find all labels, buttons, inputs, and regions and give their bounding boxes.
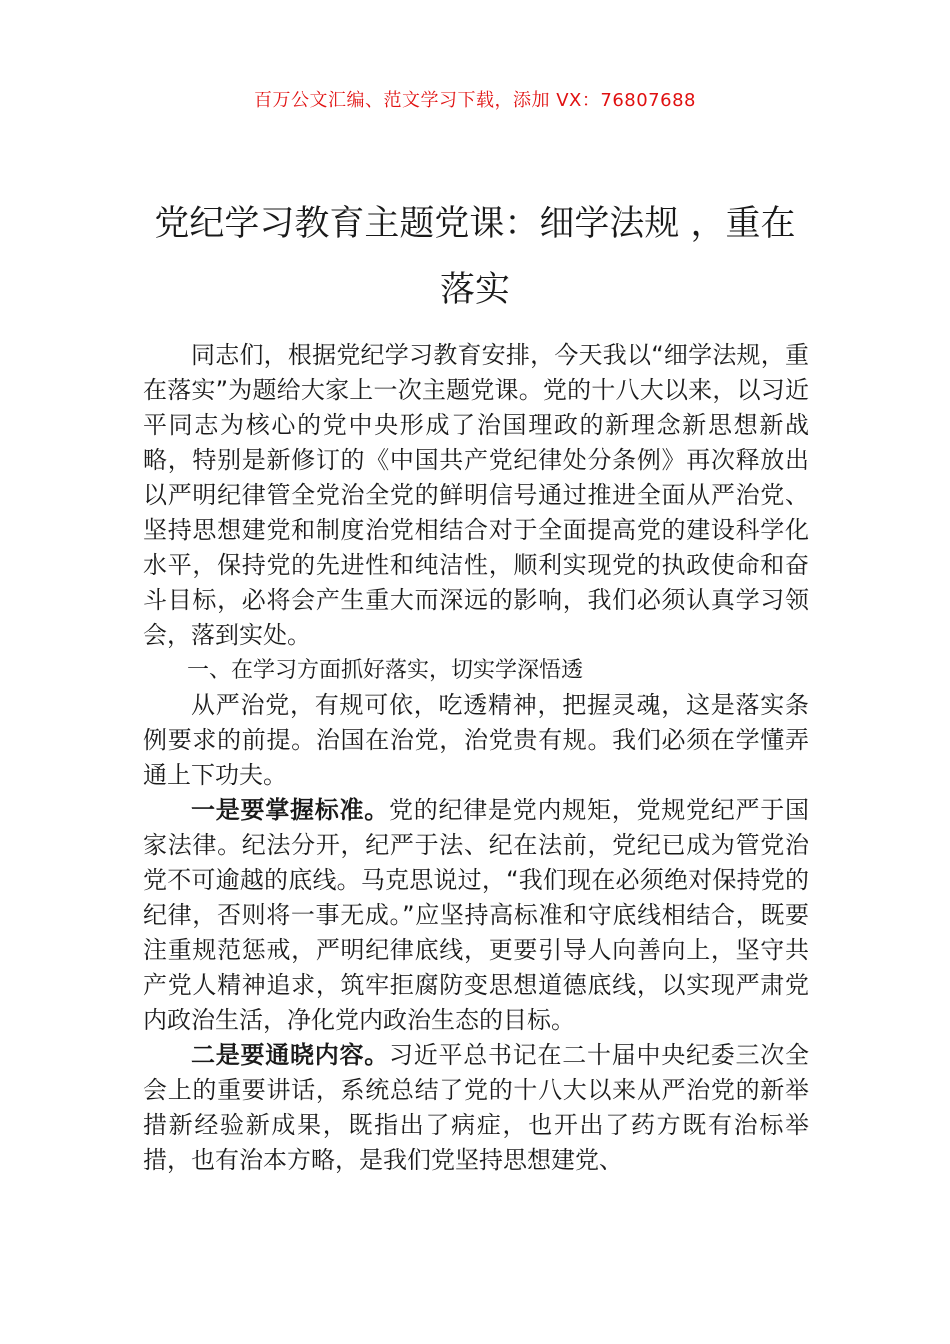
paragraph-point-1 <box>143 793 809 1038</box>
paragraph-point-2 <box>143 1038 809 1178</box>
paragraph-section1-intro: 从严治党，有规可依，吃透精神，把握灵魂，这是落实条例要求的前提。治国在治党，治党贵有规。我们必须在学懂弄通上下功夫。 <box>143 691 809 789</box>
point-1-text: 党的纪律是党内规矩，党规党纪严于国家法律。纪法分开，纪严于法、纪在法前，党纪已成为管党治党不可逾越的底线。马克思说过，“我们现在必须绝对保持党的纪律，否则将一事无成。”应坚持高标准和守底线相结合，既要注重规范惩戒，严明纪律底线，更要引导人向善向上，坚守共产党人精神追求，筑牢拒腐防变思想道德底线，以实现严肃党内政治生活，净化党内政治生态的目标。 <box>143 796 809 1034</box>
header-promo-note: 百万公文汇编、范文学习下载，添加 VX：76807688 <box>254 90 696 111</box>
title-line-1: 党纪学习教育主题党课：细学法规 ，重在 <box>154 204 796 245</box>
point-2-lead: 二是要通晓内容。 <box>191 1041 389 1069</box>
document-title <box>120 191 830 323</box>
section-heading-1: 一、在学习方面抓好落实，切实学深悟透 <box>187 658 584 683</box>
title-line-2: 落实 <box>439 270 510 311</box>
paragraph-intro: 同志们，根据党纪学习教育安排，今天我以“细学法规，重在落实”为题给大家上一次主题党课。党的十八大以来，以习近平同志为核心的党中央形成了治国理政的新理念新思想新战略，特别是新修订的《中国共产党纪律处分条例》再次释放出以严明纪律管全党治全党的鲜明信号通过推进全面从严治党、坚持思想建党和制度治党相结合对于全面提高党的建设科学化水平，保持党的先进性和纯洁性，顺利实现党的执政使命和奋斗目标，必将会产生重大而深远的影响，我们必须认真学习领会，落到实处。 <box>143 341 809 649</box>
point-2-text: 习近平总书记在二十届中央纪委三次全会上的重要讲话，系统总结了党的十八大以来从严治党的新举措新经验新成果，既指出了病症，也开出了药方既有治标举措，也有治本方略，是我们党坚持思想建党、 <box>143 1041 809 1174</box>
point-1-lead: 一是要掌握标准。 <box>191 796 389 824</box>
document-body <box>143 338 809 1178</box>
